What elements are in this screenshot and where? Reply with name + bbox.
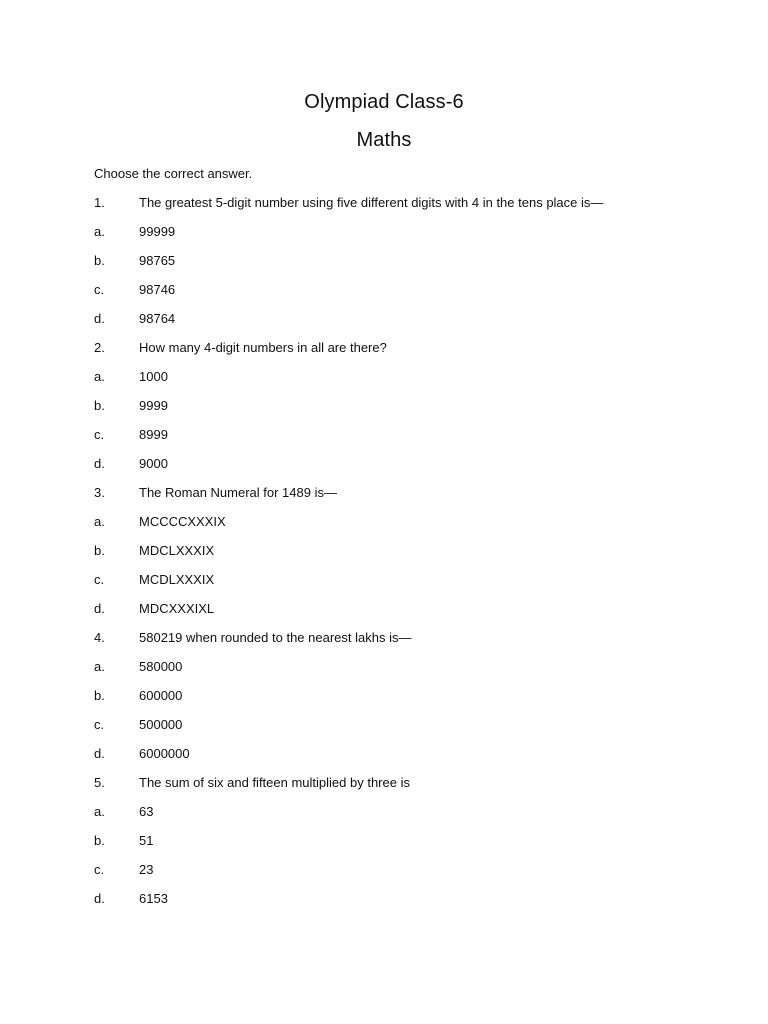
document-subtitle: Maths: [356, 129, 412, 151]
question-4-option-c: [94, 716, 714, 745]
option-text: MCCCCXXXIX: [139, 514, 226, 529]
instruction-text: Choose the correct answer.: [94, 166, 253, 181]
question-3-option-b: [94, 542, 714, 571]
question-3-option-a: [94, 513, 714, 542]
option-text: 9999: [139, 398, 168, 413]
option-text: MDCXXXIXL: [139, 601, 215, 616]
option-letter: c.: [94, 427, 105, 442]
question-number: 5.: [94, 775, 105, 790]
question-number: 4.: [94, 630, 105, 645]
option-letter: c.: [94, 862, 105, 877]
option-letter: a.: [94, 224, 105, 239]
option-letter: a.: [94, 514, 105, 529]
question-1-option-a: [94, 223, 714, 252]
question-text: The sum of six and fifteen multiplied by three is: [139, 775, 410, 790]
question-2-option-b: [94, 397, 714, 426]
question-1-option-c: [94, 281, 714, 310]
option-text: 8999: [139, 427, 168, 442]
option-text: MCDLXXXIX: [139, 572, 215, 587]
option-letter: b.: [94, 543, 105, 558]
question-1-option-d: [94, 310, 714, 339]
question-text: 580219 when rounded to the nearest lakhs is—: [139, 630, 412, 645]
question-4-option-d: [94, 745, 714, 774]
question-3: [94, 484, 714, 513]
option-text: 51: [139, 833, 154, 848]
option-text: 6000000: [139, 746, 190, 761]
option-text: 9000: [139, 456, 168, 471]
document-title: Olympiad Class-6: [304, 91, 464, 113]
option-text: 23: [139, 862, 154, 877]
option-letter: a.: [94, 369, 105, 384]
option-letter: b.: [94, 253, 105, 268]
question-list: [94, 194, 714, 919]
question-4: [94, 629, 714, 658]
question-number: 2.: [94, 340, 105, 355]
question-2-option-c: [94, 426, 714, 455]
option-letter: c.: [94, 572, 105, 587]
option-text: 63: [139, 804, 154, 819]
option-letter: d.: [94, 891, 105, 906]
question-number: 1.: [94, 195, 105, 210]
option-letter: a.: [94, 659, 105, 674]
option-text: 500000: [139, 717, 183, 732]
question-text: The Roman Numeral for 1489 is—: [139, 485, 337, 500]
option-text: 99999: [139, 224, 176, 239]
option-text: 98764: [139, 311, 176, 326]
question-text: The greatest 5-digit number using five different digits with 4 in the tens place is—: [139, 195, 604, 210]
option-letter: d.: [94, 601, 105, 616]
question-2-option-d: [94, 455, 714, 484]
option-text: 600000: [139, 688, 183, 703]
option-text: 580000: [139, 659, 183, 674]
question-text: How many 4-digit numbers in all are there?: [139, 340, 387, 355]
question-5-option-a: [94, 803, 714, 832]
question-3-option-d: [94, 600, 714, 629]
question-2-option-a: [94, 368, 714, 397]
option-text: MDCLXXXIX: [139, 543, 215, 558]
option-text: 1000: [139, 369, 168, 384]
question-2: [94, 339, 714, 368]
option-letter: c.: [94, 717, 105, 732]
option-text: 6153: [139, 891, 168, 906]
question-5-option-d: [94, 890, 714, 919]
option-letter: b.: [94, 833, 105, 848]
question-5-option-b: [94, 832, 714, 861]
option-letter: a.: [94, 804, 105, 819]
option-letter: b.: [94, 688, 105, 703]
option-letter: b.: [94, 398, 105, 413]
question-3-option-c: [94, 571, 714, 600]
option-letter: d.: [94, 456, 105, 471]
option-text: 98765: [139, 253, 176, 268]
question-5: [94, 774, 714, 803]
option-letter: d.: [94, 746, 105, 761]
question-4-option-b: [94, 687, 714, 716]
question-number: 3.: [94, 485, 105, 500]
question-1-option-b: [94, 252, 714, 281]
option-text: 98746: [139, 282, 176, 297]
question-4-option-a: [94, 658, 714, 687]
option-letter: d.: [94, 311, 105, 326]
question-1: [94, 194, 714, 223]
option-letter: c.: [94, 282, 105, 297]
question-5-option-c: [94, 861, 714, 890]
